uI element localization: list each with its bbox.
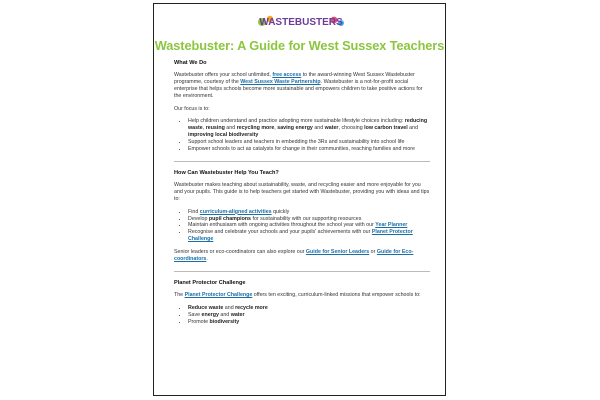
text-run: Maintain enthusiasm with ongoing activities throughout the school year with our (188, 222, 376, 229)
list-item (188, 229, 430, 243)
planet-protector-heading: Planet Protector Challenge (174, 279, 246, 286)
senior-leaders-paragraph (174, 249, 430, 263)
text-run: , (274, 125, 278, 132)
text-run: to the award-winning West Sussex Wastebuster programme, courtesy of the (174, 71, 415, 85)
bold-text: reusing (205, 125, 225, 132)
text-run: Senior leaders or eco-coordinators can also explore our (174, 249, 306, 256)
bold-text: reducing waste (188, 118, 428, 132)
bold-text: recycling more (236, 125, 275, 132)
help-you-teach-paragraph: Wastebuster makes teaching about sustainability, waste, and recycling easier and more enjoyable for you and your pupils. This guide is to help teachers get started with Wastebuster, providing you with ideas and tips to: (174, 181, 430, 202)
text-run: Wastebuster offers your school unlimited, (174, 71, 273, 78)
wastebuster-characters-logo-icon (256, 10, 346, 34)
text-run: . (206, 256, 208, 263)
tips-list (174, 209, 430, 244)
text-run: Find (188, 208, 200, 215)
missions-list (174, 305, 430, 326)
section-divider (174, 161, 430, 162)
text-run: Help children understand and practice adopting more sustainable lifestyle choices including: (188, 118, 405, 125)
focus-intro: Our focus is to: (174, 105, 210, 112)
inline-link[interactable]: West Sussex Waste Partnership (240, 78, 321, 85)
what-we-do-heading: What We Do (174, 60, 207, 66)
planet-protector-paragraph (174, 292, 430, 299)
text-run: The (174, 291, 185, 298)
text-run: Develop (188, 215, 209, 222)
bold-text: pupil champions (208, 215, 251, 222)
inline-link[interactable]: Planet Protector Challenge (188, 229, 413, 243)
wastebuster-logo (256, 10, 346, 34)
logo-text: WASTEBUSTERS (259, 17, 343, 28)
page-title: Wastebuster: A Guide for West Sussex Teachers (154, 38, 445, 53)
inline-link[interactable]: curriculum-aligned activities (199, 208, 272, 215)
inline-link[interactable]: free access (272, 71, 302, 78)
list-item (188, 146, 430, 153)
inline-link[interactable]: Planet Protector Challenge (184, 291, 253, 298)
text-run: and (407, 125, 419, 132)
list-item (188, 216, 430, 223)
inline-link[interactable]: Guide for Senior Leaders (305, 249, 370, 256)
bold-text: biodiversity (209, 318, 240, 325)
inline-link[interactable]: Year Planner (375, 222, 408, 229)
text-run: and (223, 304, 236, 311)
text-run: Empower schools to act as catalysts for change in their communities, reaching families and more (188, 146, 415, 153)
bold-text: recycle more (235, 304, 268, 311)
text-run: , choosing (338, 125, 365, 132)
bold-text: improving local biodiversity (188, 132, 259, 139)
list-item (188, 209, 430, 216)
text-run: Save (188, 311, 202, 318)
text-run: quickly (271, 208, 290, 215)
list-item (188, 319, 430, 326)
inline-link[interactable]: Guide for Eco-coordinators (174, 249, 414, 263)
bold-text: low carbon travel (364, 125, 408, 132)
document-body (174, 60, 430, 331)
text-run: Support school leaders and teachers in embedding the 3Rs and sustainability into school life (188, 139, 405, 146)
list-item (188, 305, 430, 312)
text-run: and (224, 125, 237, 132)
text-run: Recognise and celebrate your schools and your pupils' achievements with our (188, 229, 372, 236)
text-run: , (202, 125, 206, 132)
bold-text: water (230, 311, 245, 318)
bold-text: energy (201, 311, 219, 318)
text-run: and (218, 311, 231, 318)
bold-text: water (324, 125, 339, 132)
text-run: Promote (188, 318, 210, 325)
document-page (153, 3, 446, 396)
focus-list (174, 118, 430, 153)
text-run: or (369, 249, 377, 256)
bold-text: Reduce waste (188, 304, 224, 311)
text-run: for sustainability with our supporting resources (251, 215, 362, 222)
list-item (188, 312, 430, 319)
text-run: offers ten exciting, curriculum-linked missions that empower schools to: (252, 291, 421, 298)
text-run: and (312, 125, 325, 132)
bold-text: saving energy (277, 125, 313, 132)
what-we-do-paragraph (174, 72, 430, 100)
section-divider (174, 271, 430, 272)
list-item (188, 118, 430, 139)
text-run: . Wastebuster is a not-for-profit social enterprise that helps schools become more sustainable and empowers children to take positive actions for the environment. (174, 78, 423, 99)
list-item (188, 139, 430, 146)
help-you-teach-heading: How Can Wastebuster Help You Teach? (174, 169, 279, 176)
list-item (188, 222, 430, 229)
